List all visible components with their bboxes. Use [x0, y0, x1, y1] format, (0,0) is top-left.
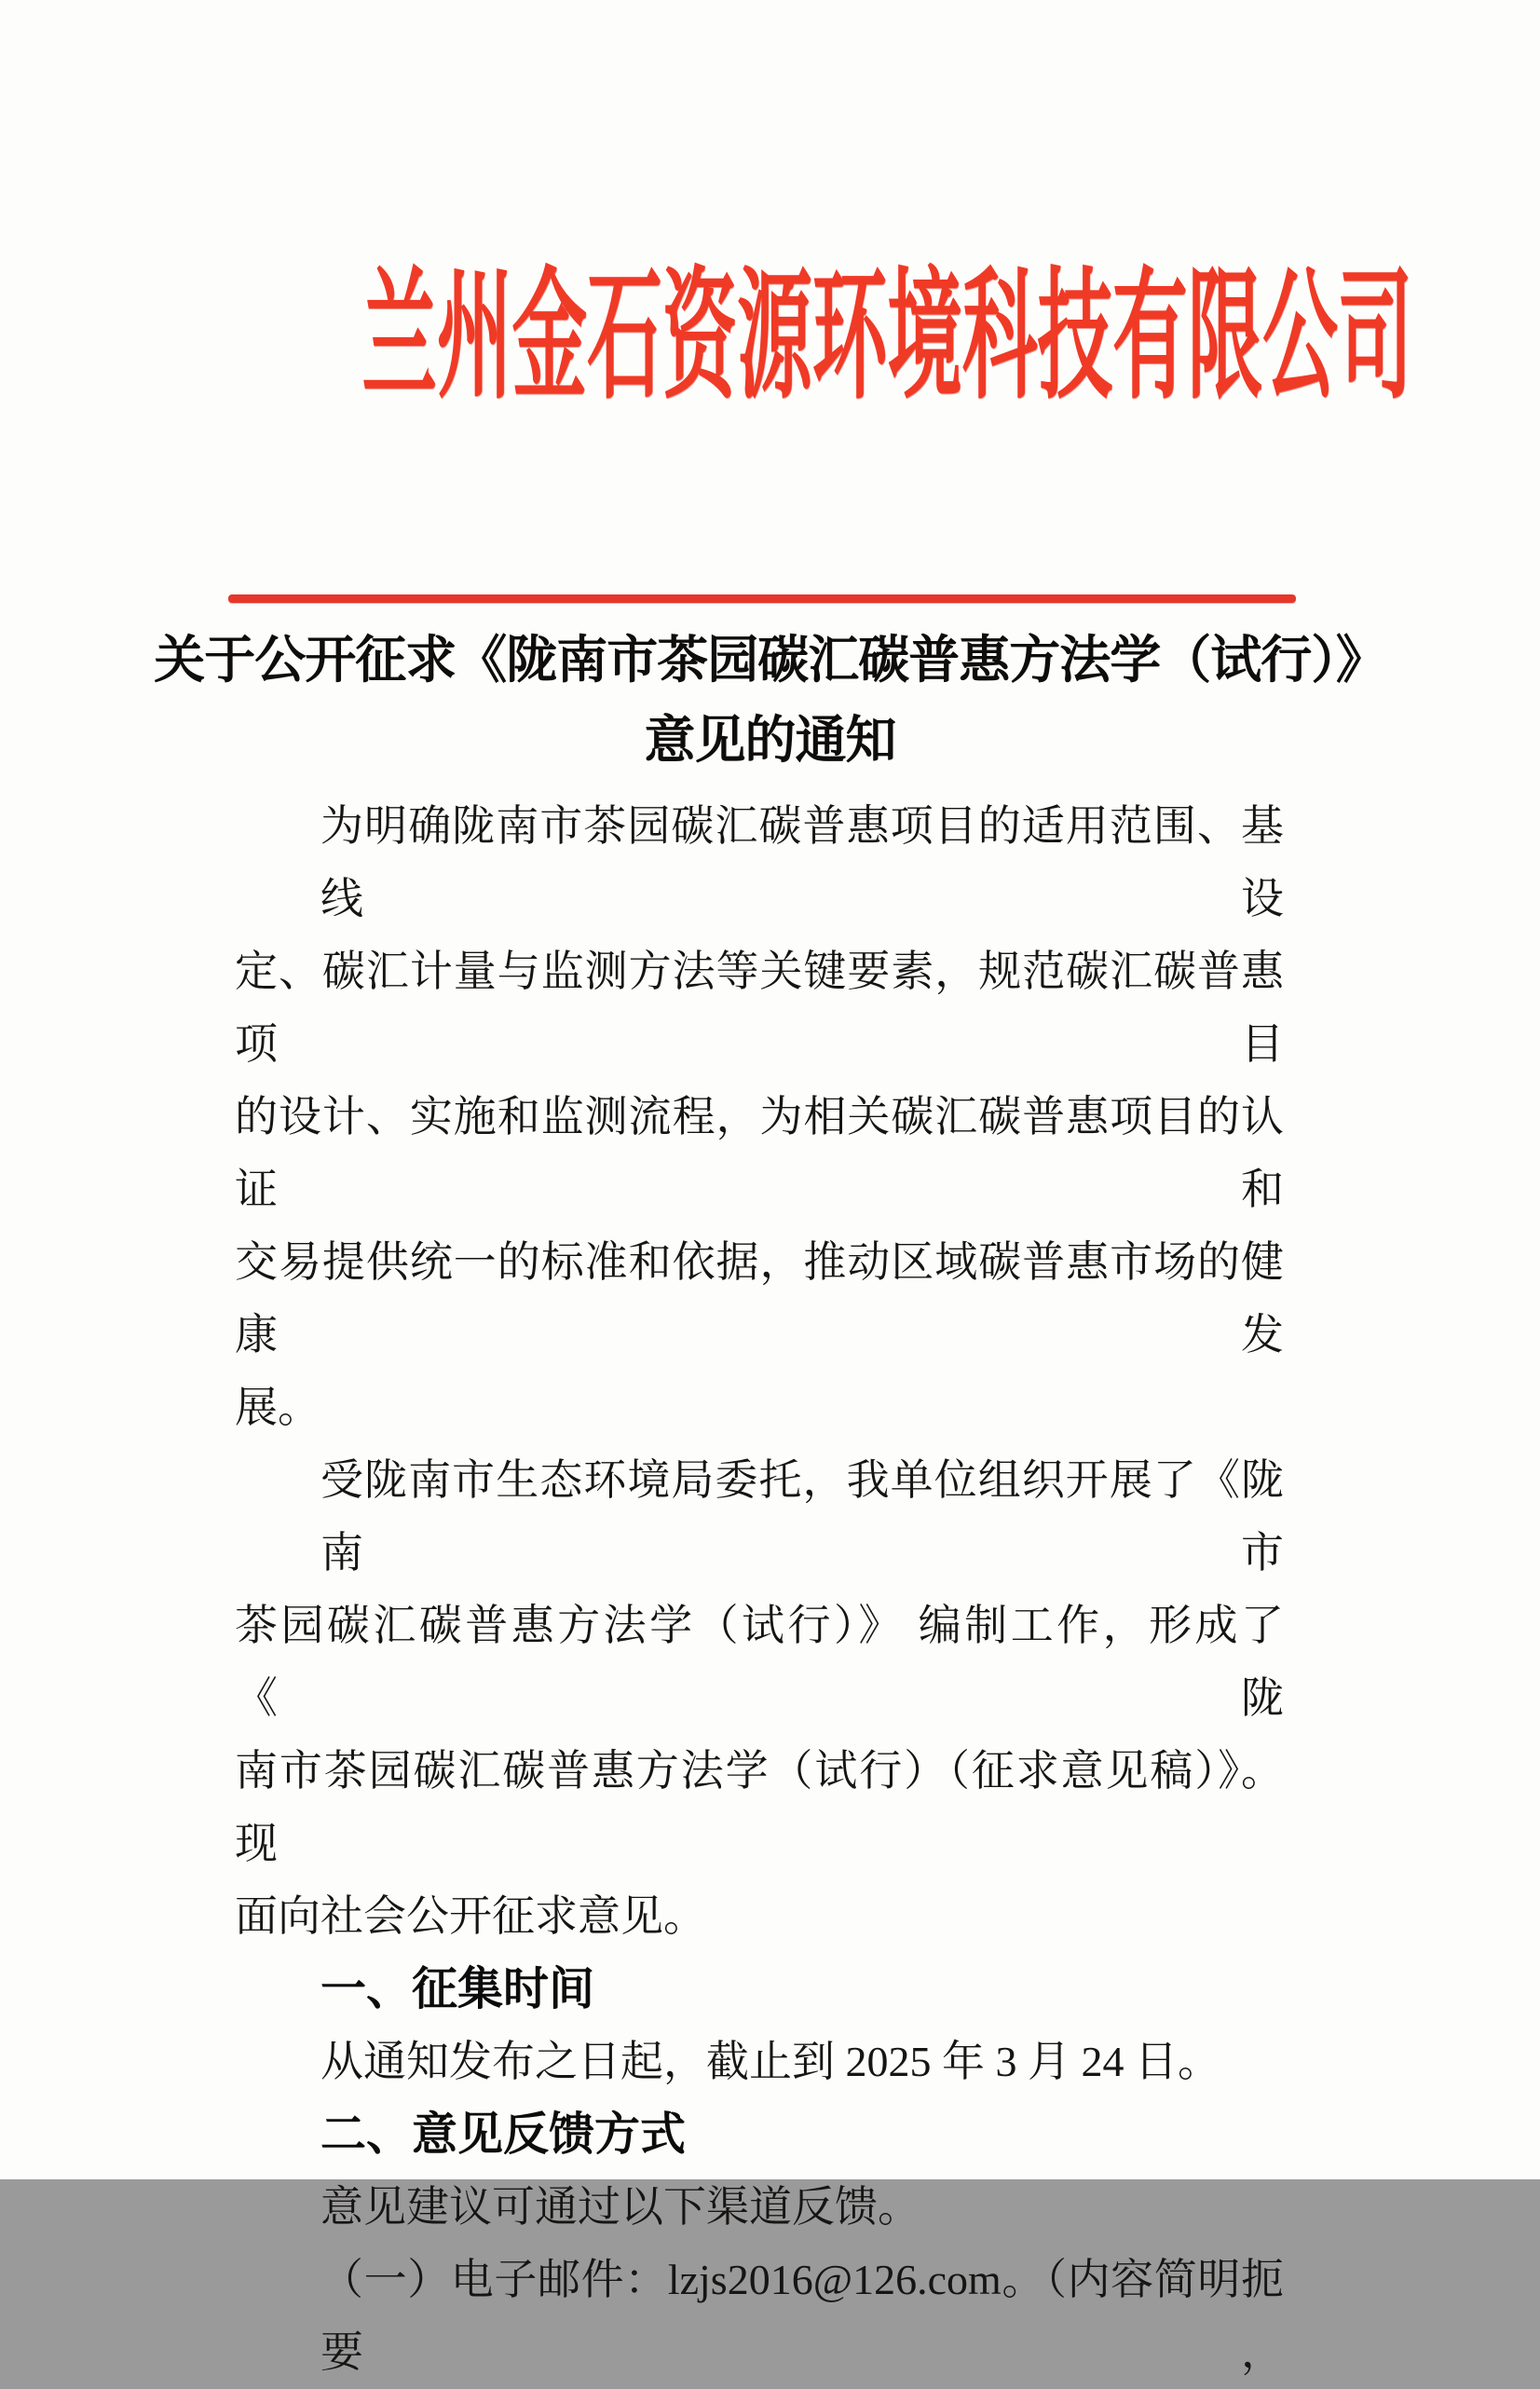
paragraph-line: 展。 [235, 1384, 320, 1431]
paragraph-line: 南市茶园碳汇碳普惠方法学（试行）（征求意见稿）》。现 [235, 1747, 1284, 1867]
paragraph-line: 面向社会公开征求意见。 [235, 1892, 706, 1940]
red-rule-divider [228, 594, 1296, 603]
paragraph-line-email: （一）电子邮件：lzjs2016@126.com。（内容简明扼要， [320, 2256, 1284, 2376]
paragraph-line: 从通知发布之日起，截止到 2025 年 3 月 24 日。 [320, 2038, 1220, 2085]
document-title [0, 621, 1540, 781]
document-title-line-1: 关于公开征求《陇南市茶园碳汇碳普惠方法学（试行）》 [154, 632, 1386, 689]
paragraph-line: 的设计、实施和监测流程，为相关碳汇碳普惠项目的认证和 [235, 1093, 1284, 1213]
section-heading-collection-time: 一、征集时间 [320, 1964, 595, 2014]
section-heading-feedback-method: 二、意见反馈方式 [320, 2109, 687, 2160]
paragraph-line: 交易提供统一的标准和依据，推动区域碳普惠市场的健康发 [235, 1238, 1284, 1358]
paragraph-line: 意见建议可通过以下渠道反馈。 [320, 2183, 920, 2231]
company-letterhead: 兰州金石资源环境科技有限公司 [361, 259, 1413, 416]
paragraph-line: 茶园碳汇碳普惠方法学（试行）》 编制工作，形成了《陇 [235, 1602, 1284, 1722]
document-title-line-2: 意见的通知 [644, 712, 896, 769]
paragraph-line: 受陇南市生态环境局委托，我单位组织开展了《陇南市 [320, 1456, 1284, 1577]
paragraph-line: 为明确陇南市茶园碳汇碳普惠项目的适用范围、基线设 [320, 802, 1284, 922]
document-body [235, 790, 1284, 2389]
paragraph-line: 定、碳汇计量与监测方法等关键要素，规范碳汇碳普惠项目 [235, 948, 1284, 1068]
